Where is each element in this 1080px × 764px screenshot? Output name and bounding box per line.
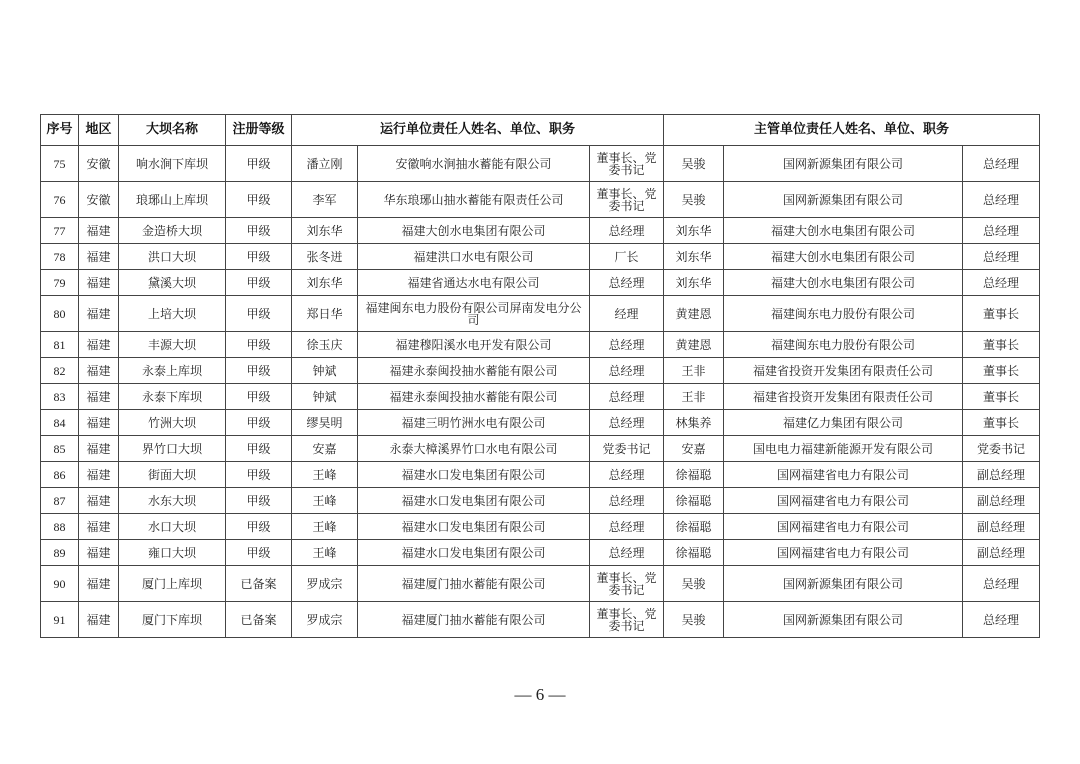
cell-operator-name: 李军 <box>292 182 358 218</box>
cell-supervisor-name: 吴骏 <box>664 566 724 602</box>
dam-responsibility-table <box>40 114 1040 638</box>
cell-region: 安徽 <box>79 182 119 218</box>
cell-grade: 甲级 <box>226 410 292 436</box>
cell-operator-unit: 福建水口发电集团有限公司 <box>358 462 590 488</box>
cell-operator-unit: 福建水口发电集团有限公司 <box>358 488 590 514</box>
cell-supervisor-unit: 福建大创水电集团有限公司 <box>724 244 963 270</box>
cell-operator-name: 罗成宗 <box>292 566 358 602</box>
cell-grade: 甲级 <box>226 462 292 488</box>
cell-region: 福建 <box>79 218 119 244</box>
cell-region: 福建 <box>79 270 119 296</box>
cell-supervisor-name: 吴骏 <box>664 182 724 218</box>
table-row <box>41 146 1040 182</box>
cell-supervisor-title: 副总经理 <box>963 488 1040 514</box>
cell-operator-title: 总经理 <box>590 218 664 244</box>
cell-region: 福建 <box>79 244 119 270</box>
cell-supervisor-unit: 国网新源集团有限公司 <box>724 566 963 602</box>
cell-operator-unit: 安徽响水涧抽水蓄能有限公司 <box>358 146 590 182</box>
cell-dam-name: 金造桥大坝 <box>119 218 226 244</box>
header-supervisor: 主管单位责任人姓名、单位、职务 <box>664 115 1040 146</box>
cell-dam-name: 界竹口大坝 <box>119 436 226 462</box>
cell-operator-name: 钟斌 <box>292 384 358 410</box>
cell-grade: 已备案 <box>226 566 292 602</box>
cell-dam-name: 水口大坝 <box>119 514 226 540</box>
cell-grade: 甲级 <box>226 332 292 358</box>
cell-seq: 87 <box>41 488 79 514</box>
cell-operator-unit: 福建三明竹洲水电有限公司 <box>358 410 590 436</box>
cell-operator-unit: 福建省通达水电有限公司 <box>358 270 590 296</box>
cell-supervisor-title: 总经理 <box>963 218 1040 244</box>
cell-operator-title: 董事长、党委书记 <box>590 602 664 638</box>
table-row <box>41 462 1040 488</box>
cell-supervisor-title: 总经理 <box>963 270 1040 296</box>
cell-supervisor-title: 总经理 <box>963 244 1040 270</box>
cell-operator-title: 党委书记 <box>590 436 664 462</box>
cell-seq: 84 <box>41 410 79 436</box>
cell-supervisor-title: 董事长 <box>963 384 1040 410</box>
cell-supervisor-name: 徐福聪 <box>664 514 724 540</box>
cell-operator-unit: 福建厦门抽水蓄能有限公司 <box>358 602 590 638</box>
table-row <box>41 410 1040 436</box>
cell-operator-title: 厂长 <box>590 244 664 270</box>
cell-supervisor-unit: 国电电力福建新能源开发有限公司 <box>724 436 963 462</box>
cell-dam-name: 洪口大坝 <box>119 244 226 270</box>
cell-operator-name: 徐玉庆 <box>292 332 358 358</box>
cell-region: 福建 <box>79 462 119 488</box>
cell-operator-name: 王峰 <box>292 514 358 540</box>
cell-grade: 甲级 <box>226 270 292 296</box>
cell-grade: 甲级 <box>226 488 292 514</box>
header-seq: 序号 <box>41 115 79 146</box>
cell-operator-name: 安嘉 <box>292 436 358 462</box>
cell-operator-name: 王峰 <box>292 488 358 514</box>
cell-region: 福建 <box>79 358 119 384</box>
cell-grade: 甲级 <box>226 540 292 566</box>
cell-supervisor-unit: 国网福建省电力有限公司 <box>724 540 963 566</box>
cell-region: 福建 <box>79 436 119 462</box>
cell-supervisor-name: 王非 <box>664 358 724 384</box>
cell-operator-unit: 福建水口发电集团有限公司 <box>358 540 590 566</box>
cell-grade: 甲级 <box>226 296 292 332</box>
cell-supervisor-unit: 福建闽东电力股份有限公司 <box>724 296 963 332</box>
cell-operator-title: 董事长、党委书记 <box>590 146 664 182</box>
cell-dam-name: 琅琊山上库坝 <box>119 182 226 218</box>
cell-operator-unit: 福建水口发电集团有限公司 <box>358 514 590 540</box>
cell-supervisor-unit: 国网新源集团有限公司 <box>724 602 963 638</box>
cell-supervisor-title: 总经理 <box>963 182 1040 218</box>
header-dam-name: 大坝名称 <box>119 115 226 146</box>
page-number: — 6 — <box>514 685 566 704</box>
cell-supervisor-name: 吴骏 <box>664 146 724 182</box>
cell-dam-name: 水东大坝 <box>119 488 226 514</box>
table-row <box>41 602 1040 638</box>
cell-seq: 83 <box>41 384 79 410</box>
cell-supervisor-title: 董事长 <box>963 410 1040 436</box>
cell-supervisor-name: 王非 <box>664 384 724 410</box>
cell-supervisor-name: 吴骏 <box>664 602 724 638</box>
cell-grade: 已备案 <box>226 602 292 638</box>
cell-supervisor-title: 总经理 <box>963 602 1040 638</box>
cell-operator-title: 总经理 <box>590 488 664 514</box>
cell-seq: 78 <box>41 244 79 270</box>
cell-supervisor-title: 总经理 <box>963 146 1040 182</box>
cell-dam-name: 厦门下库坝 <box>119 602 226 638</box>
table-row <box>41 218 1040 244</box>
table-row <box>41 358 1040 384</box>
cell-operator-name: 王峰 <box>292 462 358 488</box>
cell-dam-name: 雍口大坝 <box>119 540 226 566</box>
table-row <box>41 566 1040 602</box>
cell-supervisor-unit: 国网福建省电力有限公司 <box>724 514 963 540</box>
cell-operator-title: 总经理 <box>590 540 664 566</box>
cell-seq: 76 <box>41 182 79 218</box>
cell-operator-unit: 福建穆阳溪水电开发有限公司 <box>358 332 590 358</box>
cell-operator-name: 刘东华 <box>292 270 358 296</box>
header-operator: 运行单位责任人姓名、单位、职务 <box>292 115 664 146</box>
cell-supervisor-unit: 福建省投资开发集团有限责任公司 <box>724 384 963 410</box>
cell-supervisor-title: 副总经理 <box>963 540 1040 566</box>
cell-operator-title: 总经理 <box>590 514 664 540</box>
header-row <box>41 115 1040 146</box>
cell-supervisor-name: 刘东华 <box>664 244 724 270</box>
cell-grade: 甲级 <box>226 244 292 270</box>
cell-operator-unit: 福建永泰闽投抽水蓄能有限公司 <box>358 384 590 410</box>
cell-operator-title: 董事长、党委书记 <box>590 182 664 218</box>
table-row <box>41 182 1040 218</box>
cell-dam-name: 丰源大坝 <box>119 332 226 358</box>
cell-region: 福建 <box>79 488 119 514</box>
cell-operator-name: 缪昊明 <box>292 410 358 436</box>
table-row <box>41 296 1040 332</box>
cell-supervisor-name: 刘东华 <box>664 218 724 244</box>
header-region: 地区 <box>79 115 119 146</box>
cell-grade: 甲级 <box>226 182 292 218</box>
cell-operator-name: 王峰 <box>292 540 358 566</box>
cell-region: 福建 <box>79 296 119 332</box>
cell-supervisor-title: 副总经理 <box>963 462 1040 488</box>
cell-supervisor-title: 副总经理 <box>963 514 1040 540</box>
cell-supervisor-unit: 福建大创水电集团有限公司 <box>724 270 963 296</box>
cell-dam-name: 厦门上库坝 <box>119 566 226 602</box>
cell-operator-title: 总经理 <box>590 462 664 488</box>
cell-grade: 甲级 <box>226 146 292 182</box>
cell-region: 福建 <box>79 410 119 436</box>
cell-operator-unit: 福建永泰闽投抽水蓄能有限公司 <box>358 358 590 384</box>
cell-grade: 甲级 <box>226 218 292 244</box>
table-row <box>41 514 1040 540</box>
cell-supervisor-title: 董事长 <box>963 332 1040 358</box>
cell-operator-name: 罗成宗 <box>292 602 358 638</box>
cell-region: 福建 <box>79 514 119 540</box>
cell-supervisor-unit: 福建省投资开发集团有限责任公司 <box>724 358 963 384</box>
cell-operator-name: 潘立刚 <box>292 146 358 182</box>
cell-operator-unit: 福建大创水电集团有限公司 <box>358 218 590 244</box>
cell-dam-name: 永泰上库坝 <box>119 358 226 384</box>
cell-operator-title: 经理 <box>590 296 664 332</box>
cell-region: 安徽 <box>79 146 119 182</box>
cell-supervisor-name: 黄建恩 <box>664 296 724 332</box>
cell-dam-name: 竹洲大坝 <box>119 410 226 436</box>
cell-supervisor-name: 黄建恩 <box>664 332 724 358</box>
table-row <box>41 244 1040 270</box>
cell-supervisor-unit: 国网新源集团有限公司 <box>724 146 963 182</box>
cell-supervisor-unit: 福建闽东电力股份有限公司 <box>724 332 963 358</box>
cell-supervisor-name: 刘东华 <box>664 270 724 296</box>
cell-supervisor-name: 徐福聪 <box>664 488 724 514</box>
cell-operator-title: 董事长、党委书记 <box>590 566 664 602</box>
cell-operator-unit: 永泰大樟溪界竹口水电有限公司 <box>358 436 590 462</box>
cell-supervisor-name: 徐福聪 <box>664 540 724 566</box>
cell-seq: 79 <box>41 270 79 296</box>
cell-region: 福建 <box>79 332 119 358</box>
table-row <box>41 488 1040 514</box>
cell-supervisor-unit: 福建亿力集团有限公司 <box>724 410 963 436</box>
table-row <box>41 332 1040 358</box>
table-row <box>41 436 1040 462</box>
cell-seq: 81 <box>41 332 79 358</box>
cell-supervisor-title: 董事长 <box>963 358 1040 384</box>
cell-supervisor-unit: 国网福建省电力有限公司 <box>724 462 963 488</box>
cell-seq: 85 <box>41 436 79 462</box>
cell-grade: 甲级 <box>226 384 292 410</box>
cell-region: 福建 <box>79 384 119 410</box>
cell-operator-title: 总经理 <box>590 270 664 296</box>
cell-supervisor-unit: 福建大创水电集团有限公司 <box>724 218 963 244</box>
cell-grade: 甲级 <box>226 358 292 384</box>
cell-supervisor-unit: 国网新源集团有限公司 <box>724 182 963 218</box>
cell-supervisor-title: 总经理 <box>963 566 1040 602</box>
cell-operator-title: 总经理 <box>590 332 664 358</box>
table-row <box>41 540 1040 566</box>
cell-operator-title: 总经理 <box>590 358 664 384</box>
cell-region: 福建 <box>79 566 119 602</box>
cell-seq: 86 <box>41 462 79 488</box>
cell-operator-unit: 福建洪口水电有限公司 <box>358 244 590 270</box>
cell-seq: 88 <box>41 514 79 540</box>
cell-seq: 80 <box>41 296 79 332</box>
cell-supervisor-name: 林集养 <box>664 410 724 436</box>
cell-operator-name: 钟斌 <box>292 358 358 384</box>
cell-supervisor-unit: 国网福建省电力有限公司 <box>724 488 963 514</box>
cell-grade: 甲级 <box>226 436 292 462</box>
cell-seq: 89 <box>41 540 79 566</box>
cell-operator-unit: 福建闽东电力股份有限公司屏南发电分公司 <box>358 296 590 332</box>
cell-seq: 77 <box>41 218 79 244</box>
cell-grade: 甲级 <box>226 514 292 540</box>
cell-dam-name: 上培大坝 <box>119 296 226 332</box>
cell-operator-name: 郑日华 <box>292 296 358 332</box>
cell-dam-name: 响水涧下库坝 <box>119 146 226 182</box>
cell-seq: 82 <box>41 358 79 384</box>
cell-operator-title: 总经理 <box>590 410 664 436</box>
cell-supervisor-name: 安嘉 <box>664 436 724 462</box>
cell-region: 福建 <box>79 602 119 638</box>
cell-operator-unit: 福建厦门抽水蓄能有限公司 <box>358 566 590 602</box>
cell-supervisor-title: 党委书记 <box>963 436 1040 462</box>
cell-operator-title: 总经理 <box>590 384 664 410</box>
cell-region: 福建 <box>79 540 119 566</box>
cell-supervisor-title: 董事长 <box>963 296 1040 332</box>
cell-dam-name: 黛溪大坝 <box>119 270 226 296</box>
cell-dam-name: 永泰下库坝 <box>119 384 226 410</box>
cell-dam-name: 街面大坝 <box>119 462 226 488</box>
cell-seq: 90 <box>41 566 79 602</box>
cell-seq: 91 <box>41 602 79 638</box>
table-body <box>41 146 1040 638</box>
header-grade: 注册等级 <box>226 115 292 146</box>
cell-supervisor-name: 徐福聪 <box>664 462 724 488</box>
cell-seq: 75 <box>41 146 79 182</box>
cell-operator-unit: 华东琅琊山抽水蓄能有限责任公司 <box>358 182 590 218</box>
table-row <box>41 384 1040 410</box>
cell-operator-name: 张冬迸 <box>292 244 358 270</box>
table-row <box>41 270 1040 296</box>
cell-operator-name: 刘东华 <box>292 218 358 244</box>
